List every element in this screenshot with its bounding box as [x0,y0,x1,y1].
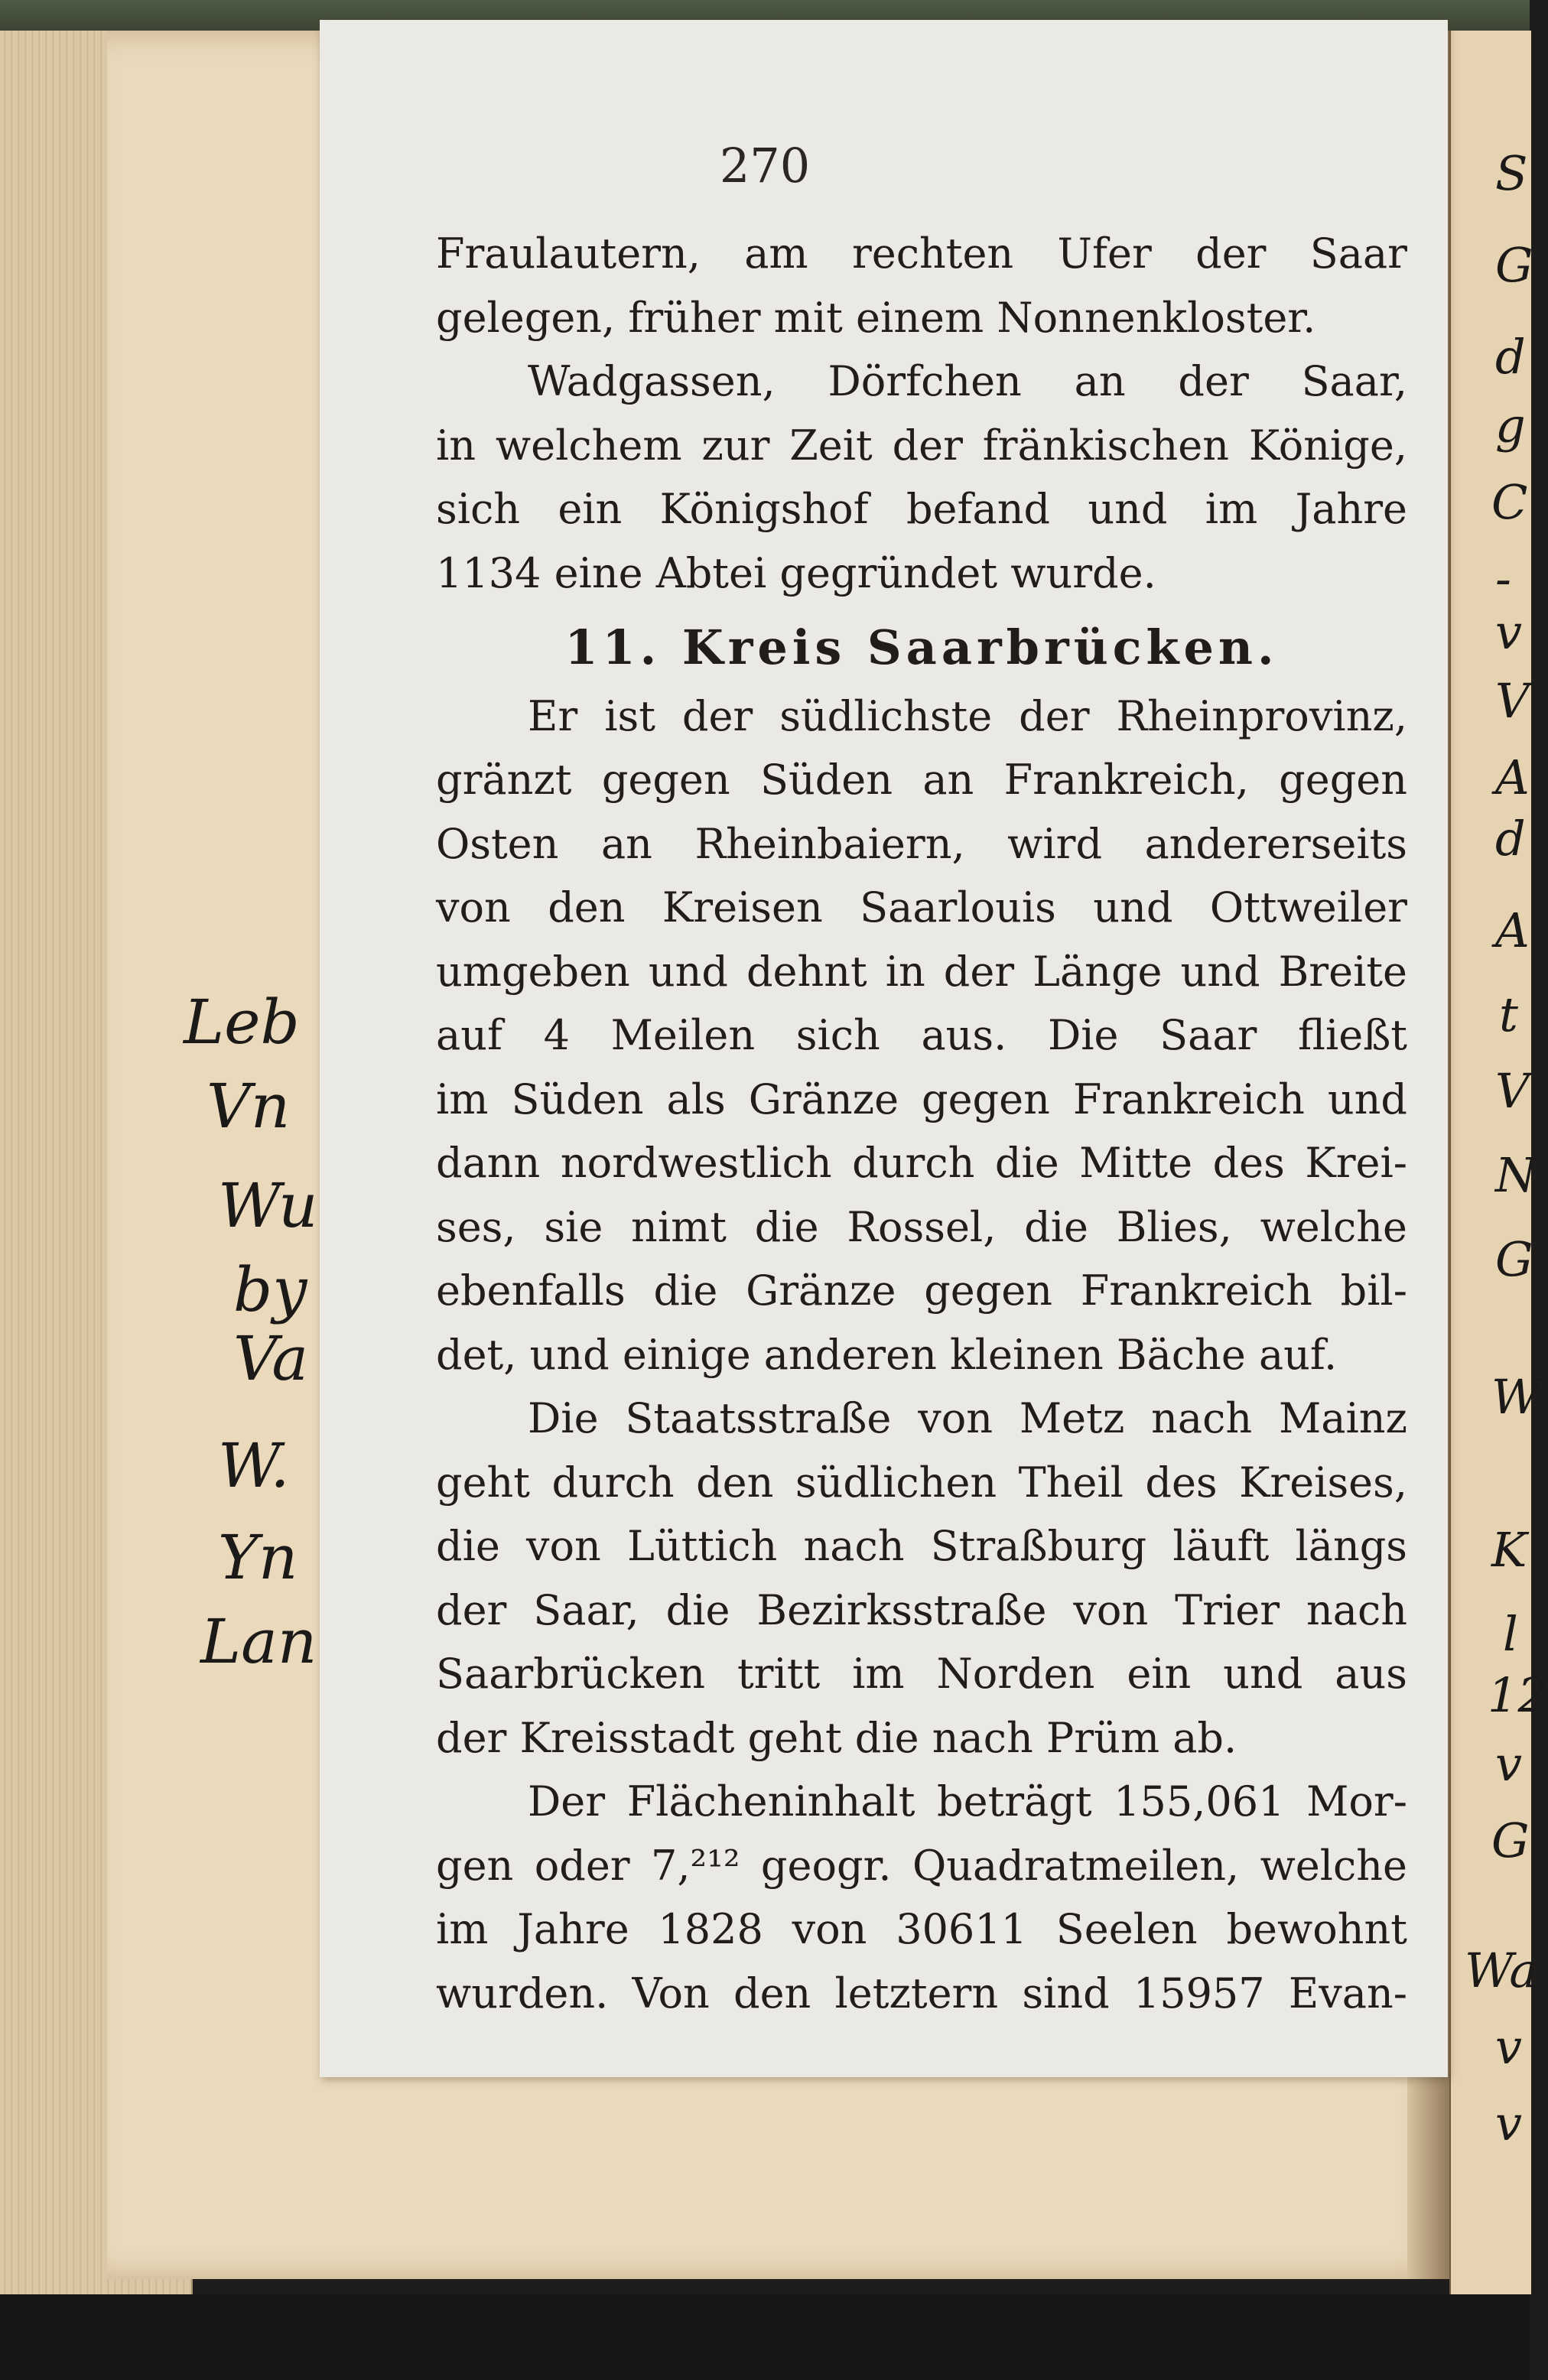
text-line: ebenfalls die Gränze gegen Frankreich bil- [436,1266,1407,1315]
text-line: Der Flächeninhalt beträgt 155,061 Mor- [528,1777,1407,1826]
marginal-note: Vn [207,1071,291,1142]
marginal-note: Leb [184,987,300,1058]
section-heading: 11. Kreis Saarbrücken. [564,619,1279,675]
facing-page-note: G [1495,237,1533,293]
facing-page-note: V [1495,1063,1530,1119]
facing-page-note: C [1491,474,1528,530]
text-line: der Kreisstadt geht die nach Prüm ab. [436,1713,1237,1762]
text-line: auf 4 Meilen sich aus. Die Saar fließt [436,1011,1407,1059]
text-line: Fraulautern, am rechten Ufer der Saar [436,229,1407,278]
text-line: Die Staatsstraße von Metz nach Mainz [528,1394,1407,1442]
facing-page-note: v [1495,2019,1523,2075]
text-line: det, und einige anderen kleinen Bäche auf. [436,1330,1338,1379]
facing-page-note: v [1495,1736,1523,1792]
marginal-note: Va [233,1323,309,1394]
text-line: gränzt gegen Süden an Frankreich, gegen [436,756,1407,804]
facing-page-note: g [1495,398,1526,454]
text-line: gen oder 7,²¹² geogr. Quadratmeilen, welche [436,1841,1407,1890]
facing-page-note: N [1495,1147,1537,1203]
facing-page-note: 12 [1488,1667,1548,1723]
facing-page-note: G [1495,1231,1533,1287]
text-line: 1134 eine Abtei gegründet wurde. [436,548,1156,597]
text-line: im Süden als Gränze gegen Frankreich und [436,1075,1407,1123]
text-line: von den Kreisen Saarlouis und Ottweiler [436,883,1407,932]
text-line: Er ist der südlichste der Rheinprovinz, [528,691,1407,740]
facing-page-note: A [1495,749,1530,805]
text-line: wurden. Von den letztern sind 15957 Evan- [436,1969,1407,2017]
facing-page-note: A [1495,902,1530,958]
facing-page-note: t [1499,987,1518,1042]
marginal-note: W. [218,1430,290,1501]
text-line: dann nordwestlich durch die Mitte des Krei- [436,1139,1407,1187]
facing-page-note: V [1495,673,1530,729]
text-line: Wadgassen, Dörfchen an der Saar, [528,357,1407,405]
marginal-note: Wu [218,1170,318,1241]
text-line: in welchem zur Zeit der fränkischen Könige, [436,421,1407,470]
text-line: ses, sie nimt die Rossel, die Blies, welche [436,1202,1407,1251]
text-line: gelegen, früher mit einem Nonnenkloster. [436,293,1316,342]
facing-page-note: - [1495,551,1511,606]
text-line: Saarbrücken tritt im Norden ein und aus [436,1650,1407,1698]
facing-page-note: Wa [1465,1943,1538,1998]
text-line: Osten an Rheinbaiern, wird andererseits [436,819,1407,868]
facing-page-note: S [1495,145,1528,201]
facing-page-note: d [1495,811,1526,866]
facing-page-note: l [1503,1606,1518,1662]
marginal-note: Yn [218,1522,298,1593]
facing-page-note: v [1495,2096,1523,2151]
text-block [436,222,1407,2025]
text-line: umgeben und dehnt in der Länge und Breite [436,947,1407,996]
text-line: der Saar, die Bezirksstraße von Trier nach [436,1585,1407,1634]
facing-page-note: d [1495,329,1526,385]
facing-page-note: v [1495,604,1523,660]
marginal-note: Lan [200,1606,317,1677]
text-line: sich ein Königshof befand und im Jahre [436,485,1407,533]
text-line: im Jahre 1828 von 30611 Seelen bewohnt [436,1905,1407,1953]
facing-page-note: W [1491,1369,1540,1425]
text-line: geht durch den südlichen Theil des Kreises, [436,1458,1407,1507]
facing-page-note: K [1491,1522,1527,1578]
text-line: die von Lüttich nach Straßburg läuft längs [436,1522,1407,1570]
background-bottom [0,2294,1530,2380]
marginal-note: by [233,1254,307,1325]
page-number: 270 [719,138,811,193]
facing-page-note: G [1491,1813,1530,1868]
